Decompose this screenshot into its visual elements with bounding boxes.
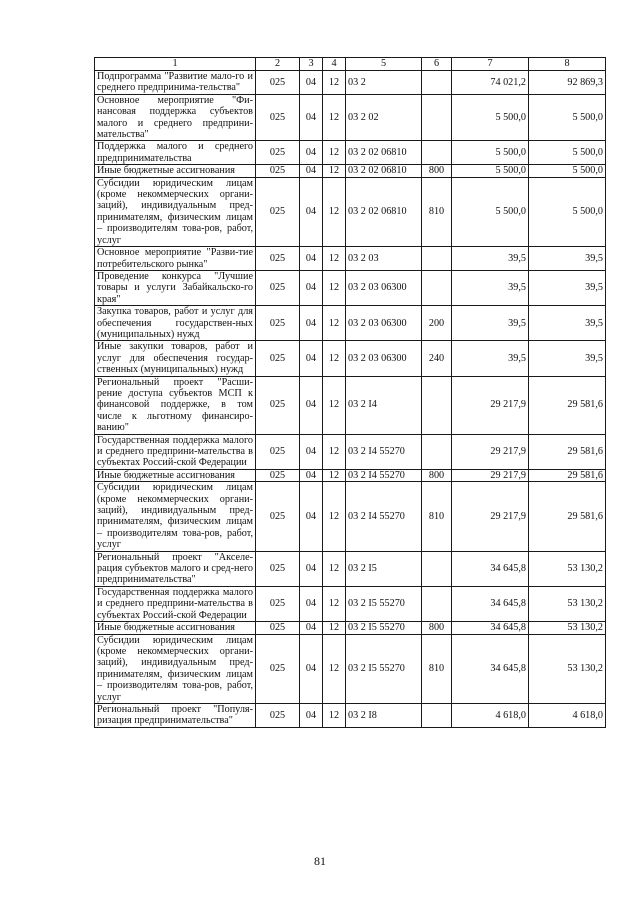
budget-table	[94, 57, 606, 728]
column-header: 5	[346, 58, 422, 71]
amount-cell: 5 500,0	[529, 165, 606, 177]
amount-cell: 5 500,0	[452, 141, 529, 165]
subsection-code-cell: 12	[323, 703, 346, 727]
subsection-code-cell: 12	[323, 341, 346, 376]
subsection-code-cell: 12	[323, 177, 346, 246]
table-row	[95, 247, 606, 271]
subsection-code-cell: 12	[323, 306, 346, 341]
amount-cell: 34 645,8	[452, 622, 529, 634]
target-article-cell: 03 2 I8	[346, 703, 422, 727]
target-article-cell: 03 2 I4 55270	[346, 469, 422, 481]
amount-cell: 39,5	[529, 306, 606, 341]
amount-cell: 92 869,3	[529, 71, 606, 95]
amount-cell: 53 130,2	[529, 634, 606, 703]
amount-cell: 29 217,9	[452, 469, 529, 481]
expense-type-cell	[422, 71, 452, 95]
row-name-cell: Закупка товаров, работ и услуг для обеспечения государствен-ных (муниципальных) нужд	[95, 306, 256, 341]
expense-type-cell	[422, 141, 452, 165]
row-name-cell: Региональный проект "Популя-ризация предпринимательства"	[95, 703, 256, 727]
table-row	[95, 341, 606, 376]
amount-cell: 53 130,2	[529, 622, 606, 634]
amount-cell: 4 618,0	[529, 703, 606, 727]
ministry-code-cell: 025	[256, 270, 300, 305]
row-name-cell: Субсидии юридическим лицам (кроме некоммерческих органи-заций), индивидуальным пред-принимателям, физическим лицам – производителям това-ров, работ, услуг	[95, 177, 256, 246]
section-code-cell: 04	[300, 634, 323, 703]
amount-cell: 4 618,0	[452, 703, 529, 727]
amount-cell: 5 500,0	[529, 94, 606, 141]
expense-type-cell	[422, 586, 452, 621]
amount-cell: 34 645,8	[452, 586, 529, 621]
table-header-row	[95, 58, 606, 71]
table-row	[95, 71, 606, 95]
expense-type-cell	[422, 551, 452, 586]
column-header: 6	[422, 58, 452, 71]
column-header: 8	[529, 58, 606, 71]
table-row	[95, 141, 606, 165]
section-code-cell: 04	[300, 177, 323, 246]
row-name-cell: Региональный проект "Акселе-рация субъектов малого и сред-него предпринимательства"	[95, 551, 256, 586]
subsection-code-cell: 12	[323, 586, 346, 621]
row-name-cell: Иные бюджетные ассигнования	[95, 165, 256, 177]
ministry-code-cell: 025	[256, 71, 300, 95]
row-name-cell: Основное мероприятие "Фи-нансовая поддержка субъектов малого и среднего предприни-мательства"	[95, 94, 256, 141]
expense-type-cell	[422, 247, 452, 271]
expense-type-cell: 810	[422, 482, 452, 551]
section-code-cell: 04	[300, 469, 323, 481]
amount-cell: 39,5	[452, 341, 529, 376]
amount-cell: 39,5	[452, 306, 529, 341]
subsection-code-cell: 12	[323, 376, 346, 434]
section-code-cell: 04	[300, 482, 323, 551]
amount-cell: 29 217,9	[452, 376, 529, 434]
target-article-cell: 03 2 I5	[346, 551, 422, 586]
section-code-cell: 04	[300, 165, 323, 177]
section-code-cell: 04	[300, 71, 323, 95]
section-code-cell: 04	[300, 551, 323, 586]
target-article-cell: 03 2 02 06810	[346, 177, 422, 246]
subsection-code-cell: 12	[323, 622, 346, 634]
target-article-cell: 03 2 I4 55270	[346, 434, 422, 469]
target-article-cell: 03 2 03	[346, 247, 422, 271]
target-article-cell: 03 2 I4	[346, 376, 422, 434]
table-row	[95, 165, 606, 177]
section-code-cell: 04	[300, 434, 323, 469]
ministry-code-cell: 025	[256, 703, 300, 727]
expense-type-cell: 800	[422, 622, 452, 634]
section-code-cell: 04	[300, 141, 323, 165]
amount-cell: 39,5	[452, 247, 529, 271]
ministry-code-cell: 025	[256, 94, 300, 141]
target-article-cell: 03 2 I5 55270	[346, 622, 422, 634]
ministry-code-cell: 025	[256, 586, 300, 621]
row-name-cell: Субсидии юридическим лицам (кроме некоммерческих органи-заций), индивидуальным пред-принимателям, физическим лицам – производителям това-ров, работ, услуг	[95, 634, 256, 703]
amount-cell: 74 021,2	[452, 71, 529, 95]
expense-type-cell: 800	[422, 165, 452, 177]
target-article-cell: 03 2 02 06810	[346, 141, 422, 165]
table-row	[95, 634, 606, 703]
subsection-code-cell: 12	[323, 71, 346, 95]
amount-cell: 29 581,6	[529, 434, 606, 469]
column-header: 7	[452, 58, 529, 71]
amount-cell: 39,5	[529, 270, 606, 305]
table-body	[95, 71, 606, 728]
ministry-code-cell: 025	[256, 247, 300, 271]
target-article-cell: 03 2 I4 55270	[346, 482, 422, 551]
ministry-code-cell: 025	[256, 551, 300, 586]
amount-cell: 29 581,6	[529, 482, 606, 551]
ministry-code-cell: 025	[256, 341, 300, 376]
table-row	[95, 376, 606, 434]
ministry-code-cell: 025	[256, 634, 300, 703]
row-name-cell: Региональный проект "Расши-рение доступа субъектов МСП к финансовой поддержке, в том числе к льготному финансиро-ванию"	[95, 376, 256, 434]
ministry-code-cell: 025	[256, 141, 300, 165]
section-code-cell: 04	[300, 94, 323, 141]
target-article-cell: 03 2 I5 55270	[346, 634, 422, 703]
amount-cell: 34 645,8	[452, 551, 529, 586]
row-name-cell: Подпрограмма "Развитие мало-го и среднего предпринима-тельства"	[95, 71, 256, 95]
row-name-cell: Государственная поддержка малого и среднего предприни-мательства в субъектах Россий-ской Федерации	[95, 586, 256, 621]
target-article-cell: 03 2 02	[346, 94, 422, 141]
amount-cell: 5 500,0	[452, 94, 529, 141]
row-name-cell: Государственная поддержка малого и среднего предприни-мательства в субъектах Россий-ской Федерации	[95, 434, 256, 469]
row-name-cell: Субсидии юридическим лицам (кроме некоммерческих органи-заций), индивидуальным пред-принимателям, физическим лицам – производителям това-ров, работ, услуг	[95, 482, 256, 551]
amount-cell: 39,5	[452, 270, 529, 305]
section-code-cell: 04	[300, 703, 323, 727]
target-article-cell: 03 2 I5 55270	[346, 586, 422, 621]
amount-cell: 5 500,0	[452, 177, 529, 246]
column-header: 3	[300, 58, 323, 71]
column-header: 2	[256, 58, 300, 71]
table-row	[95, 177, 606, 246]
amount-cell: 39,5	[529, 341, 606, 376]
amount-cell: 53 130,2	[529, 551, 606, 586]
table-row	[95, 270, 606, 305]
table-row	[95, 622, 606, 634]
subsection-code-cell: 12	[323, 165, 346, 177]
target-article-cell: 03 2 02 06810	[346, 165, 422, 177]
target-article-cell: 03 2 03 06300	[346, 270, 422, 305]
section-code-cell: 04	[300, 270, 323, 305]
row-name-cell: Основное мероприятие "Разви-тие потребительского рынка"	[95, 247, 256, 271]
amount-cell: 5 500,0	[452, 165, 529, 177]
amount-cell: 29 581,6	[529, 469, 606, 481]
row-name-cell: Иные бюджетные ассигнования	[95, 469, 256, 481]
ministry-code-cell: 025	[256, 306, 300, 341]
column-header: 1	[95, 58, 256, 71]
amount-cell: 53 130,2	[529, 586, 606, 621]
subsection-code-cell: 12	[323, 434, 346, 469]
expense-type-cell: 240	[422, 341, 452, 376]
table-row	[95, 94, 606, 141]
row-name-cell: Проведение конкурса "Лучшие товары и услуги Забайкальско-го края"	[95, 270, 256, 305]
expense-type-cell: 810	[422, 634, 452, 703]
table-row	[95, 586, 606, 621]
amount-cell: 29 581,6	[529, 376, 606, 434]
expense-type-cell: 200	[422, 306, 452, 341]
ministry-code-cell: 025	[256, 482, 300, 551]
ministry-code-cell: 025	[256, 177, 300, 246]
subsection-code-cell: 12	[323, 634, 346, 703]
expense-type-cell	[422, 376, 452, 434]
amount-cell: 29 217,9	[452, 482, 529, 551]
subsection-code-cell: 12	[323, 551, 346, 586]
subsection-code-cell: 12	[323, 270, 346, 305]
target-article-cell: 03 2 03 06300	[346, 306, 422, 341]
target-article-cell: 03 2	[346, 71, 422, 95]
subsection-code-cell: 12	[323, 94, 346, 141]
column-header: 4	[323, 58, 346, 71]
target-article-cell: 03 2 03 06300	[346, 341, 422, 376]
amount-cell: 29 217,9	[452, 434, 529, 469]
amount-cell: 39,5	[529, 247, 606, 271]
amount-cell: 34 645,8	[452, 634, 529, 703]
amount-cell: 5 500,0	[529, 141, 606, 165]
row-name-cell: Иные бюджетные ассигнования	[95, 622, 256, 634]
section-code-cell: 04	[300, 376, 323, 434]
expense-type-cell	[422, 94, 452, 141]
table-row	[95, 434, 606, 469]
page-number: 81	[314, 854, 326, 868]
section-code-cell: 04	[300, 586, 323, 621]
ministry-code-cell: 025	[256, 469, 300, 481]
subsection-code-cell: 12	[323, 247, 346, 271]
table-row	[95, 703, 606, 727]
ministry-code-cell: 025	[256, 165, 300, 177]
subsection-code-cell: 12	[323, 469, 346, 481]
ministry-code-cell: 025	[256, 376, 300, 434]
ministry-code-cell: 025	[256, 622, 300, 634]
expense-type-cell: 800	[422, 469, 452, 481]
expense-type-cell	[422, 270, 452, 305]
table-row	[95, 306, 606, 341]
amount-cell: 5 500,0	[529, 177, 606, 246]
expense-type-cell: 810	[422, 177, 452, 246]
ministry-code-cell: 025	[256, 434, 300, 469]
expense-type-cell	[422, 703, 452, 727]
expense-type-cell	[422, 434, 452, 469]
subsection-code-cell: 12	[323, 141, 346, 165]
section-code-cell: 04	[300, 306, 323, 341]
table-row	[95, 551, 606, 586]
row-name-cell: Поддержка малого и среднего предпринимательства	[95, 141, 256, 165]
section-code-cell: 04	[300, 341, 323, 376]
table-row	[95, 482, 606, 551]
section-code-cell: 04	[300, 247, 323, 271]
subsection-code-cell: 12	[323, 482, 346, 551]
section-code-cell: 04	[300, 622, 323, 634]
table-row	[95, 469, 606, 481]
row-name-cell: Иные закупки товаров, работ и услуг для обеспечения государ-ственных (муниципальных) нужд	[95, 341, 256, 376]
